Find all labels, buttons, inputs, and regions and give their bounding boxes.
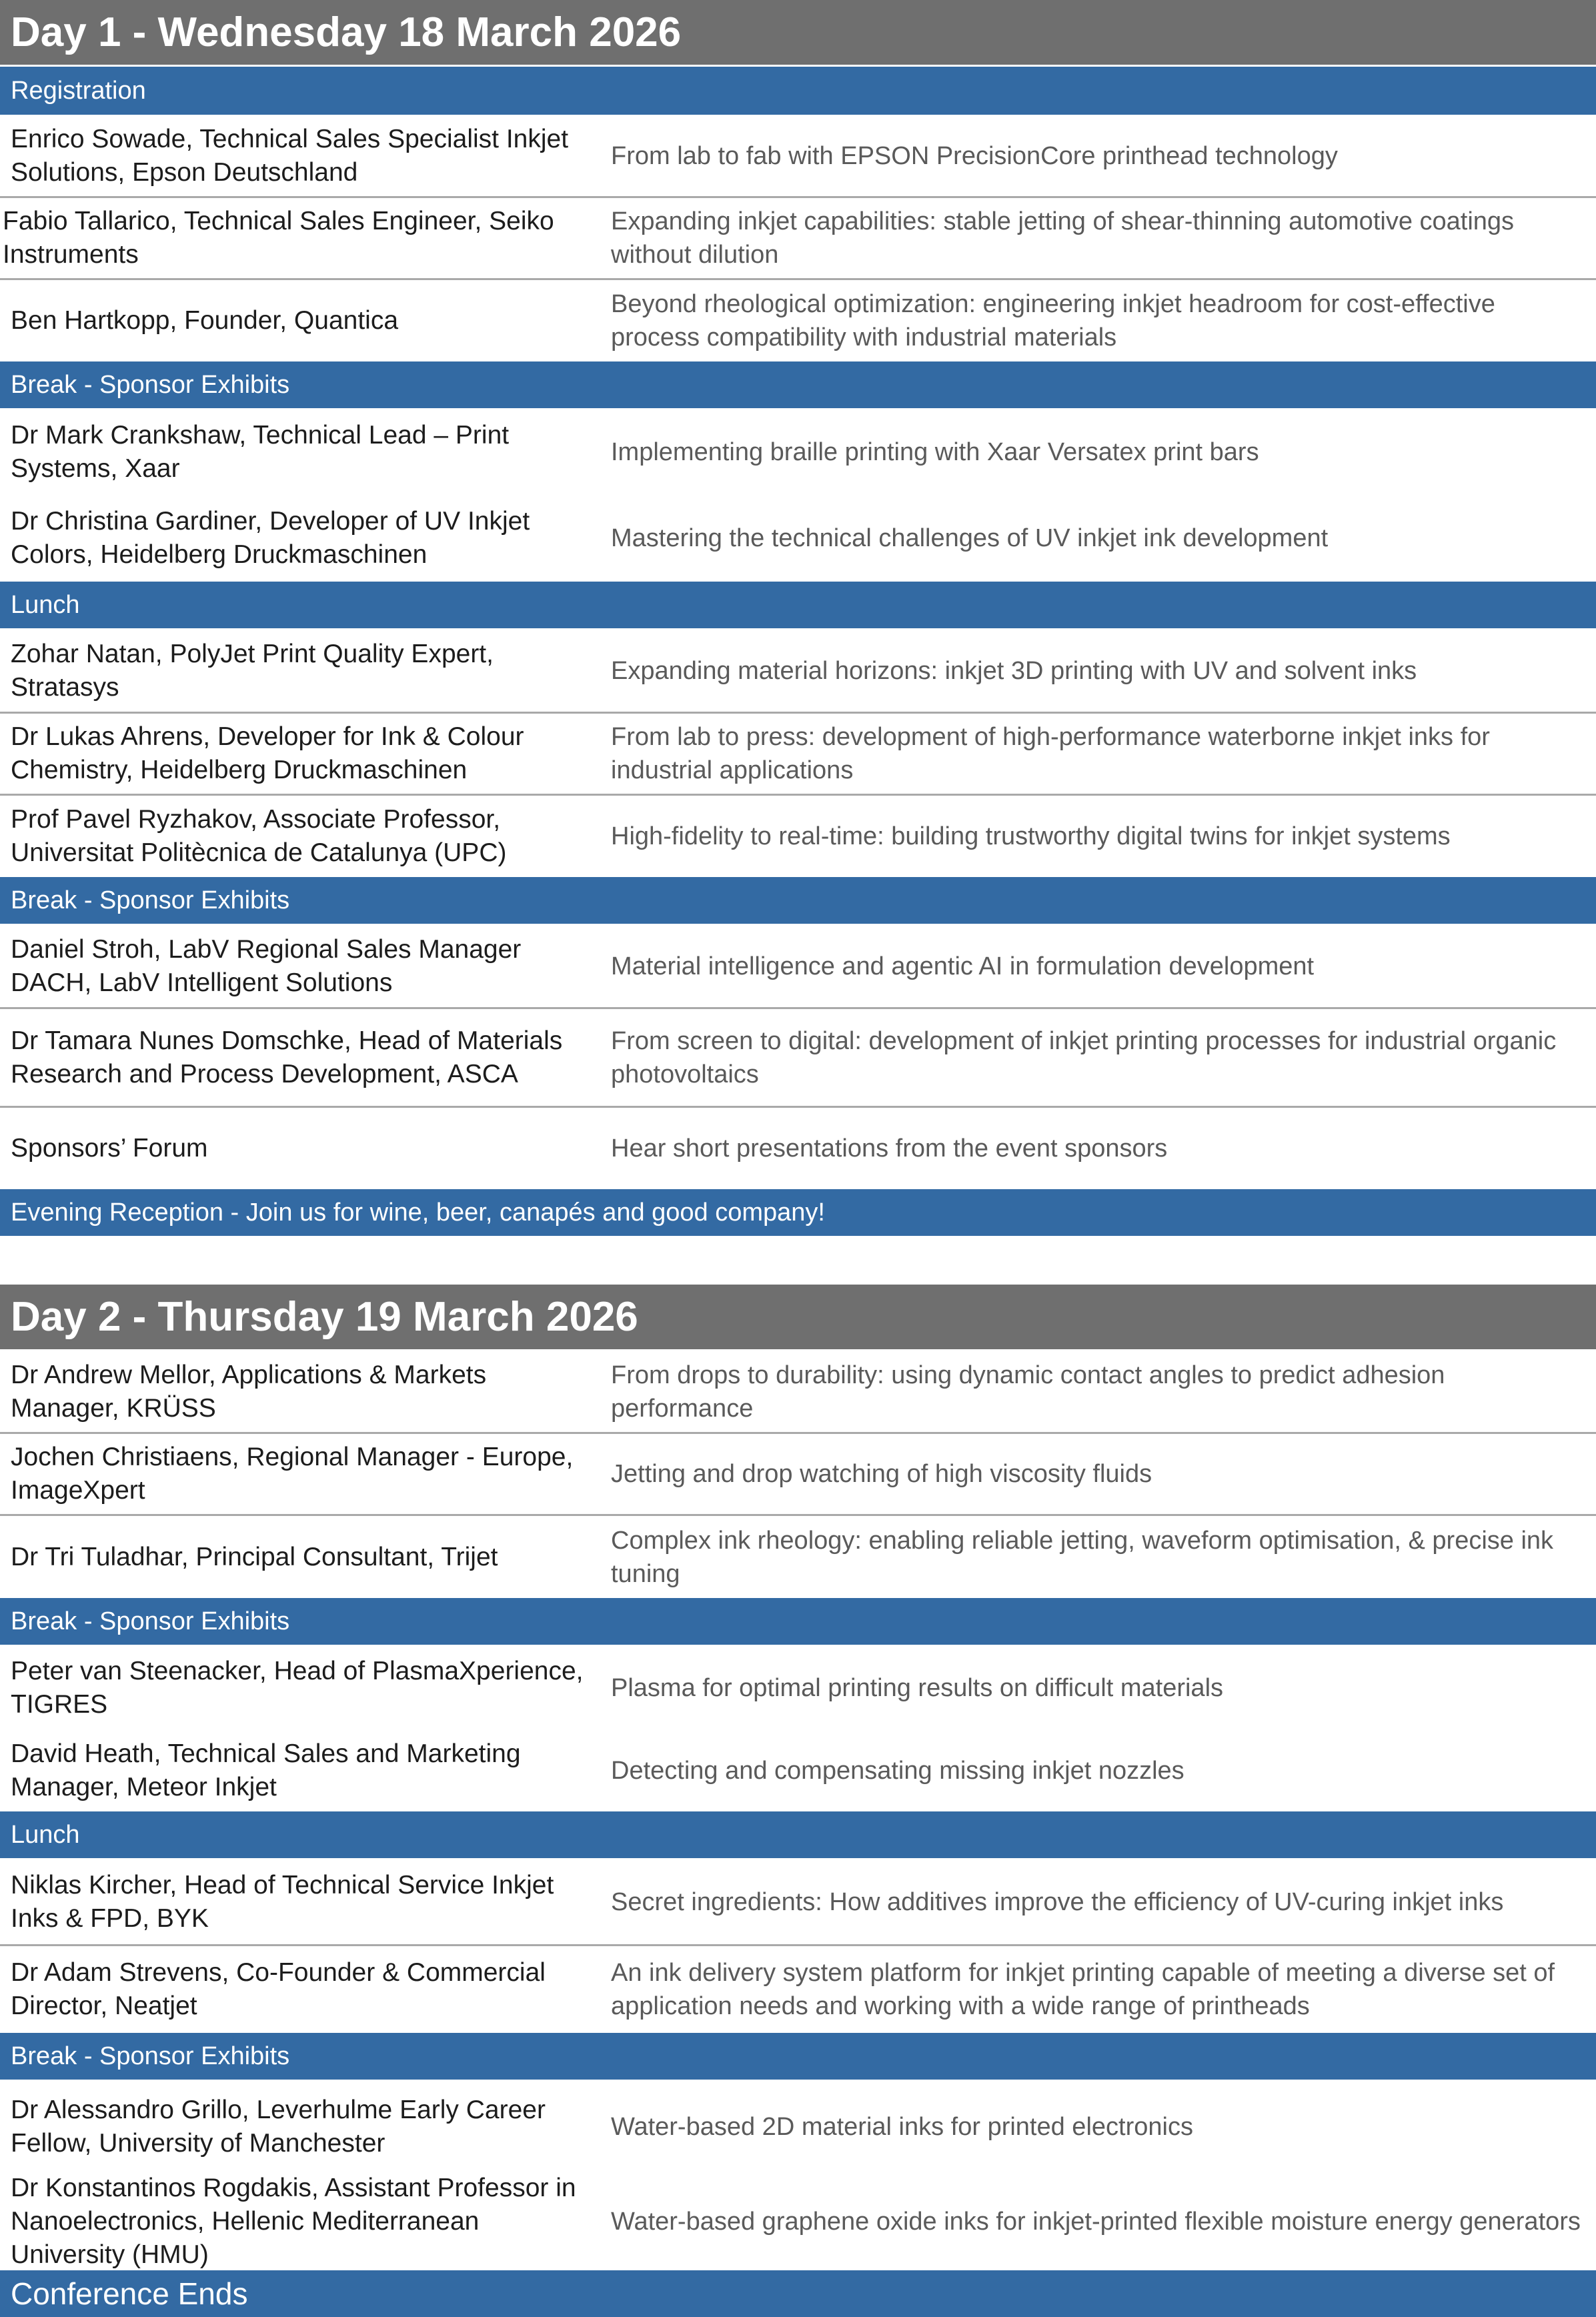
session-title: Implementing braille printing with Xaar Versatex print bars [611, 438, 1259, 466]
session-speaker: Enrico Sowade, Technical Sales Specialist Inkjet Solutions, Epson Deutschland [11, 125, 569, 187]
session-title: Water-based graphene oxide inks for inkjet-printed flexible moisture energy generators [611, 2208, 1581, 2236]
band-break: Break - Sponsor Exhibits [0, 2033, 1596, 2081]
band-break: Break - Sponsor Exhibits [0, 1598, 1596, 1646]
session-title: High-fidelity to real-time: building trustworthy digital twins for inkjet systems [611, 822, 1451, 850]
session-row [0, 116, 1596, 198]
session-row [0, 410, 1596, 495]
session-speaker: Dr Mark Crankshaw, Technical Lead – Print Systems, Xaar [11, 421, 510, 483]
session-speaker: Sponsors’ Forum [11, 1134, 208, 1163]
session-row [0, 1351, 1596, 1434]
session-row [0, 1009, 1596, 1108]
session-title: Jetting and drop watching of high viscosity fluids [611, 1460, 1152, 1488]
session-title: Detecting and compensating missing inkjet nozzles [611, 1757, 1184, 1785]
session-row [0, 1108, 1596, 1189]
band-break: Break - Sponsor Exhibits [0, 361, 1596, 410]
session-title: From drops to durability: using dynamic contact angles to predict adhesion performance [611, 1361, 1445, 1423]
session-row [0, 495, 1596, 582]
session-title: From screen to digital: development of inkjet printing processes for industrial organic photovoltaics [611, 1026, 1557, 1088]
session-row [0, 796, 1596, 877]
session-row [0, 2081, 1596, 2173]
session-title: Secret ingredients: How additives improve the efficiency of UV-curing inkjet inks [611, 1887, 1504, 1916]
session-title: From lab to fab with EPSON PrecisionCore printhead technology [611, 142, 1338, 170]
session-row [0, 198, 1596, 280]
session-speaker: Fabio Tallarico, Technical Sales Engineer, Seiko Instruments [3, 207, 554, 269]
session-speaker: Dr Tamara Nunes Domschke, Head of Materials Research and Process Development, ASCA [11, 1026, 563, 1088]
session-row [0, 714, 1596, 796]
session-speaker: David Heath, Technical Sales and Marketing Manager, Meteor Inkjet [11, 1739, 521, 1801]
session-speaker: Peter van Steenacker, Head of PlasmaXperience, TIGRES [11, 1657, 584, 1719]
session-speaker: Dr Andrew Mellor, Applications & Markets Manager, KRÜSS [11, 1360, 487, 1423]
session-row [0, 1646, 1596, 1730]
session-title: Material intelligence and agentic AI in formulation development [611, 952, 1315, 980]
session-speaker: Dr Konstantinos Rogdakis, Assistant Professor in Nanoelectronics, Hellenic Mediterranean University (HMU) [11, 2174, 576, 2269]
session-title: An ink delivery system platform for inkjet printing capable of meeting a diverse set of application needs and working with a wide range of printheads [611, 1959, 1555, 2020]
session-speaker: Daniel Stroh, LabV Regional Sales Manager DACH, LabV Intelligent Solutions [11, 934, 522, 997]
day-2-heading: Day 2 - Thursday 19 March 2026 [0, 1285, 1596, 1351]
session-title: Hear short presentations from the event sponsors [611, 1134, 1168, 1163]
session-speaker: Dr Alessandro Grillo, Leverhulme Early Career Fellow, University of Manchester [11, 2096, 546, 2158]
band-lunch: Lunch [0, 1811, 1596, 1859]
session-title: Complex ink rheology: enabling reliable jetting, waveform optimisation, & precise ink tuning [611, 1526, 1554, 1588]
band-conference-ends: Conference Ends [0, 2270, 1596, 2317]
session-speaker: Niklas Kircher, Head of Technical Service Inkjet Inks & FPD, BYK [11, 1870, 554, 1933]
session-row [0, 2173, 1596, 2270]
session-row [0, 1946, 1596, 2033]
session-row [0, 1730, 1596, 1811]
session-row [0, 1516, 1596, 1598]
session-speaker: Jochen Christiaens, Regional Manager - Europe, ImageXpert [11, 1443, 574, 1505]
day-1-heading: Day 1 - Wednesday 18 March 2026 [0, 0, 1596, 67]
session-speaker: Dr Lukas Ahrens, Developer for Ink & Colour Chemistry, Heidelberg Druckmaschinen [11, 722, 524, 784]
session-speaker: Ben Hartkopp, Founder, Quantica [11, 306, 399, 335]
session-speaker: Zohar Natan, PolyJet Print Quality Expert, Stratasys [11, 639, 494, 702]
session-title: Beyond rheological optimization: engineering inkjet headroom for cost-effective process compatibility with industrial materials [611, 290, 1495, 351]
band-registration: Registration [0, 67, 1596, 116]
session-speaker: Dr Adam Strevens, Co-Founder & Commercial Director, Neatjet [11, 1958, 546, 2020]
session-title: Expanding material horizons: inkjet 3D printing with UV and solvent inks [611, 656, 1417, 685]
band-evening-reception: Evening Reception - Join us for wine, beer, canapés and good company! [0, 1189, 1596, 1237]
band-lunch: Lunch [0, 582, 1596, 630]
session-speaker: Dr Christina Gardiner, Developer of UV Inkjet Colors, Heidelberg Druckmaschinen [11, 507, 530, 569]
session-title: From lab to press: development of high-performance waterborne inkjet inks for industrial applications [611, 723, 1490, 784]
session-speaker: Prof Pavel Ryzhakov, Associate Professor, Universitat Politècnica de Catalunya (UPC) [11, 805, 507, 867]
band-break: Break - Sponsor Exhibits [0, 877, 1596, 925]
session-row [0, 280, 1596, 361]
session-speaker: Dr Tri Tuladhar, Principal Consultant, Trijet [11, 1542, 498, 1571]
session-row [0, 1434, 1596, 1516]
session-title: Plasma for optimal printing results on difficult materials [611, 1674, 1224, 1702]
session-title: Mastering the technical challenges of UV inkjet ink development [611, 524, 1329, 552]
session-title: Expanding inkjet capabilities: stable jetting of shear-thinning automotive coatings without dilution [611, 207, 1515, 269]
session-row [0, 925, 1596, 1009]
session-row [0, 630, 1596, 714]
session-row [0, 1859, 1596, 1946]
session-title: Water-based 2D material inks for printed electronics [611, 2113, 1193, 2141]
